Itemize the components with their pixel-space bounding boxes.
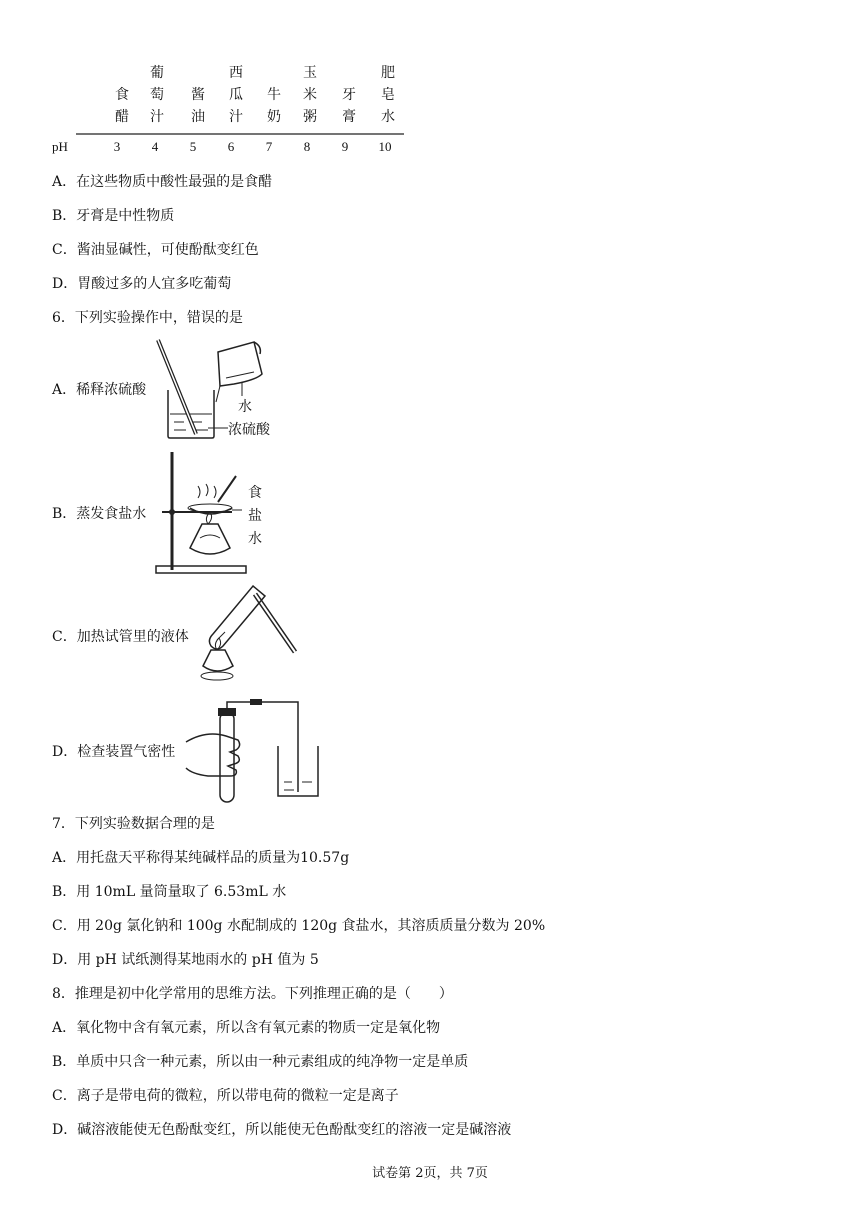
q7-option-b: B．用 10mL 量筒量取了 6.53mL 水 — [52, 884, 287, 900]
ph-tick-3: 3 — [113, 139, 121, 154]
q8-option-d: D．碱溶液能使无色酚酞变红，所以能使无色酚酞变红的溶液一定是碱溶液 — [52, 1122, 512, 1138]
substance-label-soap-water: 肥皂水 — [381, 65, 395, 125]
q8-stem: 8．推理是初中化学常用的思维方法。下列推理正确的是（ ） — [52, 986, 453, 1002]
q8-option-c: C．离子是带电荷的微粒，所以带电荷的微粒一定是离子 — [52, 1088, 399, 1104]
ph-tick-10: 10 — [378, 139, 392, 154]
substance-label-watermelon-juice: 西瓜汁 — [229, 65, 243, 125]
q6-option-d-label: D．检查装置气密性 — [52, 744, 176, 760]
q8-option-b: B．单质中只含一种元素，所以由一种元素组成的纯净物一定是单质 — [52, 1054, 469, 1070]
heat-test-tube-illustration — [195, 580, 305, 690]
q7-option-a: A．用托盘天平称得某纯碱样品的质量为10.57g — [52, 850, 350, 866]
q7-option-c: C．用 20g 氯化钠和 100g 水配制成的 120g 食盐水，其溶质质量分数为 20% — [52, 918, 546, 934]
substance-label-grape-juice: 葡萄汁 — [150, 65, 164, 125]
substance-label-milk: 牛奶 — [267, 87, 281, 125]
label-salt-water-3: 水 — [248, 531, 262, 547]
q5-option-c: C．酱油显碱性，可使酚酞变红色 — [52, 242, 259, 258]
substance-label-corn-porridge: 玉米粥 — [303, 65, 317, 125]
ph-tick-5: 5 — [189, 139, 197, 154]
ph-tick-7: 7 — [265, 139, 273, 154]
airtightness-check-illustration — [186, 698, 326, 808]
q8-option-a: A．氧化物中含有氧元素，所以含有氧元素的物质一定是氧化物 — [52, 1020, 441, 1036]
ph-tick-6: 6 — [227, 139, 235, 154]
ph-axis-line — [0, 0, 860, 160]
ph-tick-8: 8 — [303, 139, 311, 154]
q7-stem: 7．下列实验数据合理的是 — [52, 816, 215, 832]
q6-option-c-label: C．加热试管里的液体 — [52, 629, 189, 645]
substance-label-soy-sauce: 酱油 — [191, 87, 205, 125]
page-footer: 试卷第 2页，共 7页 — [372, 1166, 488, 1181]
ph-tick-4: 4 — [151, 139, 159, 154]
substance-label-vinegar: 食醋 — [115, 87, 129, 125]
q6-option-b-label: B．蒸发食盐水 — [52, 506, 147, 522]
q6-option-a-label: A．稀释浓硫酸 — [52, 382, 147, 398]
ph-tick-9: 9 — [341, 139, 349, 154]
q5-option-b: B．牙膏是中性物质 — [52, 208, 175, 224]
label-conc-sulfuric-acid: 浓硫酸 — [228, 422, 270, 438]
label-salt-water-1: 食 — [248, 485, 262, 501]
q5-option-d: D．胃酸过多的人宜多吃葡萄 — [52, 276, 232, 292]
q5-option-a: A．在这些物质中酸性最强的是食醋 — [52, 174, 273, 190]
q6-stem: 6．下列实验操作中，错误的是 — [52, 310, 243, 326]
q7-option-d: D．用 pH 试纸测得某地雨水的 pH 值为 5 — [52, 952, 319, 968]
label-salt-water — [246, 482, 264, 551]
label-water: 水 — [238, 399, 252, 415]
ph-axis-label: pH — [52, 139, 68, 154]
label-salt-water-2: 盐 — [248, 508, 262, 524]
substance-label-toothpaste: 牙膏 — [342, 87, 356, 125]
